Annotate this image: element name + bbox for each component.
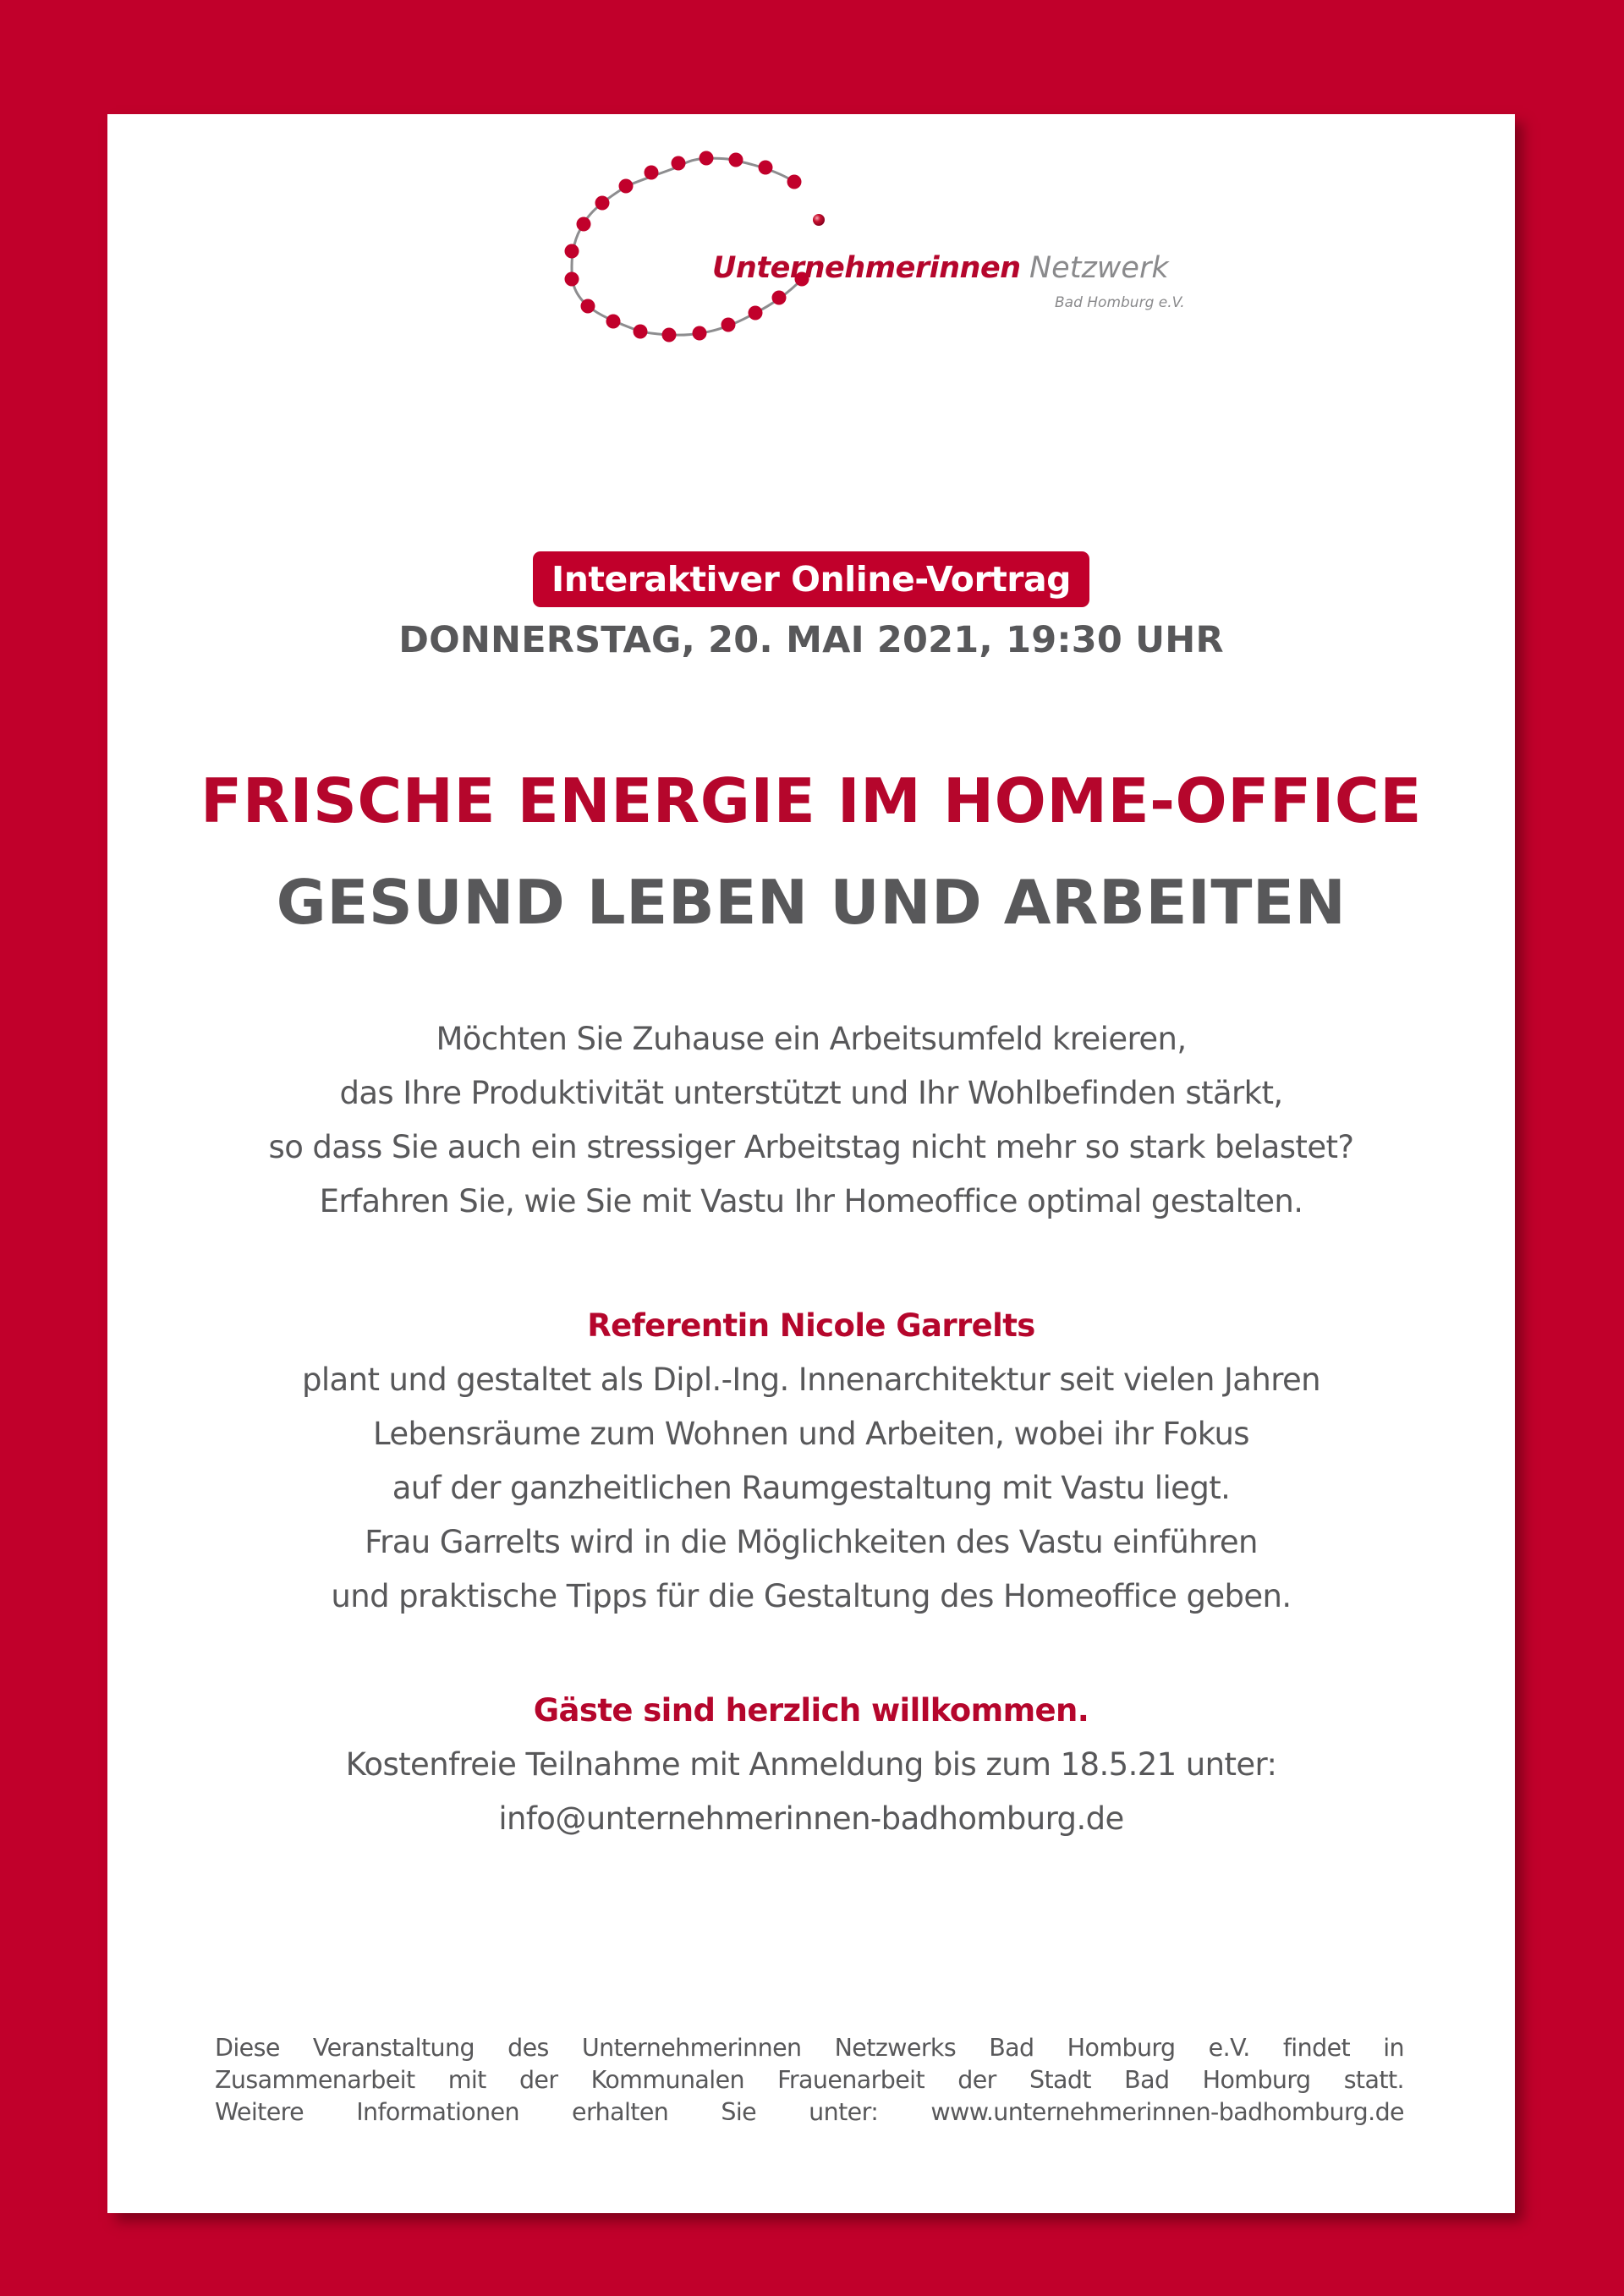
speaker-line: plant und gestaltet als Dipl.-Ing. Innenarchitektur seit vielen Jahren: [301, 1362, 1321, 1398]
footer-line: Diese Veranstaltung des Unternehmerinnen Netzwerks Bad Homburg e.V. findet in: [215, 2034, 1404, 2062]
speaker-title: Referentin Nicole Garrelts: [587, 1307, 1035, 1344]
event-date: DONNERSTAG, 20. MAI 2021, 19:30 UHR: [398, 619, 1224, 661]
event-badge-row: [107, 551, 1515, 607]
headline-primary: FRISCHE ENERGIE IM HOME-OFFICE: [200, 765, 1422, 836]
logo-dots: [565, 151, 809, 342]
intro-line: so dass Sie auch ein stressiger Arbeitstag nicht mehr so stark belastet?: [268, 1129, 1354, 1165]
intro-line: das Ihre Produktivität unterstützt und Ihr Wohlbefinden stärkt,: [339, 1075, 1283, 1111]
speaker-line: Lebensräume zum Wohnen und Arbeiten, wobei ihr Fokus: [373, 1416, 1249, 1452]
flyer-panel: [107, 114, 1515, 2213]
guests-welcome: Gäste sind herzlich willkommen.: [533, 1692, 1089, 1729]
logo-subtitle: Bad Homburg e.V.: [1055, 294, 1185, 311]
event-type-badge: Interaktiver Online-Vortrag: [533, 551, 1089, 607]
footer-note: [215, 2032, 1404, 2129]
logo-name-red: Unternehmerinnen: [712, 251, 1021, 285]
intro-paragraph: [107, 1012, 1515, 1229]
intro-line: Erfahren Sie, wie Sie mit Vastu Ihr Homeoffice optimal gestalten.: [319, 1183, 1303, 1219]
registration-info: Kostenfreie Teilnahme mit Anmeldung bis zum 18.5.21 unter:: [345, 1746, 1277, 1783]
speaker-line: und praktische Tipps für die Gestaltung des Homeoffice geben.: [331, 1578, 1292, 1614]
speaker-line: Frau Garrelts wird in die Möglichkeiten des Vastu einführen: [365, 1524, 1258, 1560]
registration-section: [107, 1684, 1515, 1846]
headline-secondary: GESUND LEBEN UND ARBEITEN: [276, 867, 1347, 938]
footer-line: Weitere Informationen erhalten Sie unter: www.unternehmerinnen-badhomburg.de: [215, 2098, 1404, 2126]
organization-logo: [547, 140, 1190, 385]
registration-email: info@unternehmerinnen-badhomburg.de: [498, 1800, 1124, 1837]
footer-line: Zusammenarbeit mit der Kommunalen Frauenarbeit der Stadt Bad Homburg statt.: [215, 2066, 1404, 2094]
logo-name-gray: Netzwerk: [1029, 251, 1169, 285]
logo-sphere: [813, 214, 825, 226]
speaker-section: [107, 1299, 1515, 1624]
speaker-line: auf der ganzheitlichen Raumgestaltung mit Vastu liegt.: [392, 1470, 1231, 1506]
intro-line: Möchten Sie Zuhause ein Arbeitsumfeld kreieren,: [436, 1021, 1187, 1057]
